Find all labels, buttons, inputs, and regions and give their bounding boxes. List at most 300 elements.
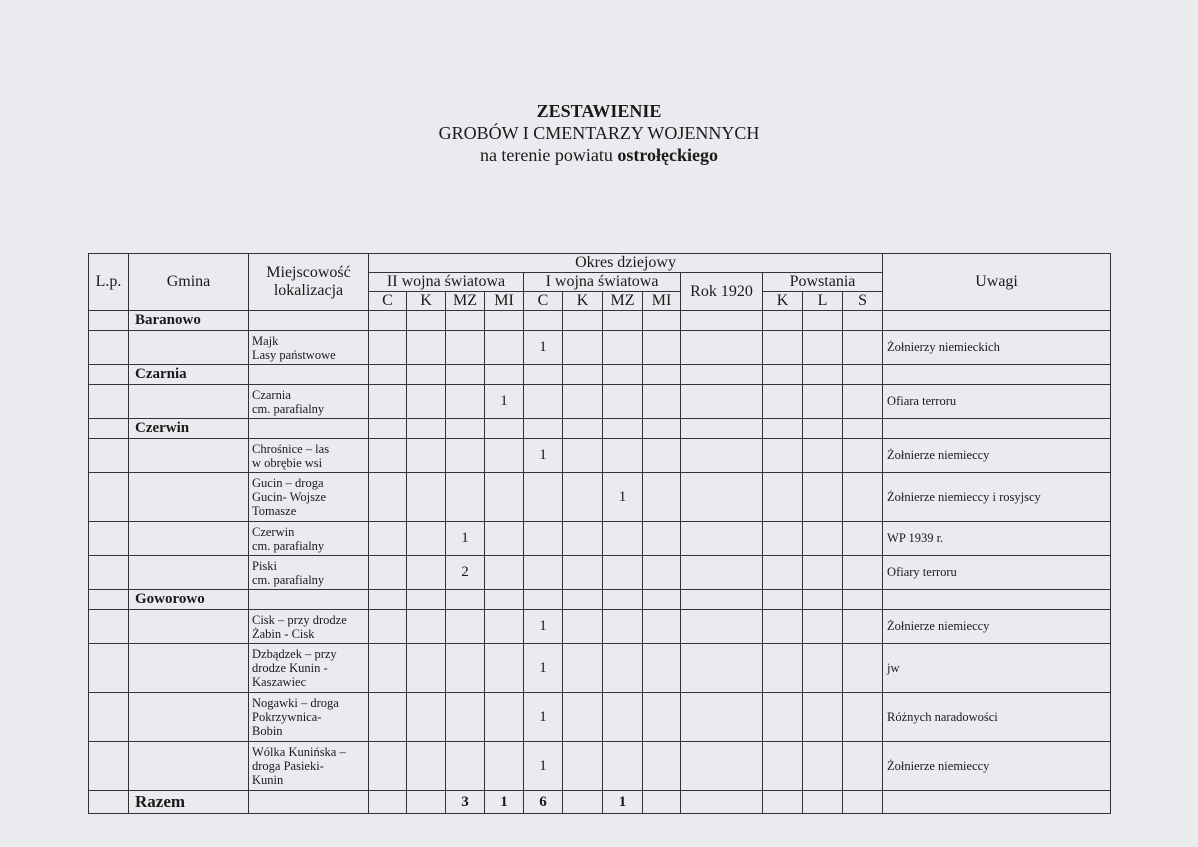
empty-cell: [643, 590, 681, 610]
count-cell: [407, 473, 446, 522]
empty-cell: [643, 419, 681, 439]
total-count-cell: 1: [603, 791, 643, 814]
remarks-cell: jw: [883, 644, 1111, 693]
count-cell: [843, 644, 883, 693]
empty-cell: [563, 590, 603, 610]
remarks-cell: Ofiara terroru: [883, 385, 1111, 419]
count-cell: [643, 644, 681, 693]
lp-cell: [89, 644, 129, 693]
empty-cell: [249, 419, 369, 439]
location-line: Pokrzywnica-: [252, 710, 322, 724]
location-cell: [249, 693, 369, 742]
location-line: Lasy państwowe: [252, 347, 336, 362]
count-cell: [803, 473, 843, 522]
empty-cell: [369, 365, 407, 385]
count-cell: [603, 742, 643, 791]
count-cell: [485, 331, 524, 365]
location-line: drodze Kunin -: [252, 661, 328, 675]
count-cell: [803, 644, 843, 693]
document-title: ZESTAWIENIE: [536, 101, 662, 121]
gmina-cell: [129, 610, 249, 644]
count-cell: [446, 385, 485, 419]
total-count-cell: 1: [485, 791, 524, 814]
total-count-cell: [407, 791, 446, 814]
empty-cell: [681, 365, 763, 385]
header-lp: L.p.: [89, 254, 129, 311]
count-cell: [603, 439, 643, 473]
count-cell: [603, 331, 643, 365]
empty-cell: [883, 590, 1111, 610]
empty-cell: [524, 365, 563, 385]
table-row: [89, 439, 1111, 473]
location-line: Bobin: [252, 724, 283, 738]
empty-cell: [369, 590, 407, 610]
location-cell: [249, 556, 369, 590]
count-cell: [643, 331, 681, 365]
gmina-name: Czerwin: [129, 419, 249, 439]
count-cell: [485, 439, 524, 473]
count-cell: [803, 556, 843, 590]
remarks-cell: Żołnierze niemieccy: [883, 610, 1111, 644]
count-cell: [603, 644, 643, 693]
empty-cell: [407, 365, 446, 385]
location-cell: [249, 610, 369, 644]
location-line: Cisk – przy drodze: [252, 612, 347, 627]
location-line: Żabin - Cisk: [252, 626, 315, 641]
remarks-cell: Żołnierze niemieccy: [883, 742, 1111, 791]
location-cell: [249, 439, 369, 473]
graves-table: [88, 253, 1111, 814]
header-gmina: Gmina: [129, 254, 249, 311]
count-cell: [446, 439, 485, 473]
empty-cell: [369, 311, 407, 331]
count-cell: [369, 439, 407, 473]
empty-cell: [643, 311, 681, 331]
count-cell: [524, 556, 563, 590]
header-powstania: Powstania: [763, 273, 883, 292]
count-cell: [485, 473, 524, 522]
count-cell: [803, 693, 843, 742]
gmina-cell: [129, 693, 249, 742]
gmina-row: [89, 419, 1111, 439]
location-cell: [249, 644, 369, 693]
count-cell: [524, 385, 563, 419]
remarks-cell: Żołnierzy niemieckich: [883, 331, 1111, 365]
count-cell: [407, 522, 446, 556]
count-cell: [763, 556, 803, 590]
count-cell: [763, 693, 803, 742]
count-cell: [643, 556, 681, 590]
count-cell: [446, 473, 485, 522]
empty-cell: [763, 590, 803, 610]
count-cell: [803, 439, 843, 473]
header-rok-1920: Rok 1920: [681, 273, 763, 311]
count-cell: [843, 473, 883, 522]
empty-cell: [681, 311, 763, 331]
header-ww2: II wojna światowa: [369, 273, 524, 292]
gmina-cell: [129, 331, 249, 365]
count-cell: 1: [524, 644, 563, 693]
subheader-ww2-c: C: [369, 292, 407, 311]
count-cell: [803, 742, 843, 791]
table-body: [89, 311, 1111, 814]
count-cell: [485, 693, 524, 742]
header-ww1: I wojna światowa: [524, 273, 681, 292]
empty-cell: [603, 590, 643, 610]
subheader-ww1-k: K: [563, 292, 603, 311]
table-row: [89, 385, 1111, 419]
location-line: Gucin- Wojsze: [252, 490, 327, 504]
gmina-cell: [129, 522, 249, 556]
empty-cell: [643, 365, 681, 385]
count-cell: [407, 556, 446, 590]
count-cell: [369, 522, 407, 556]
count-cell: [563, 610, 603, 644]
gmina-name: Baranowo: [129, 311, 249, 331]
lp-cell: [89, 365, 129, 385]
total-count-cell: [763, 791, 803, 814]
empty-cell: [524, 419, 563, 439]
count-cell: [643, 742, 681, 791]
empty-cell: [485, 311, 524, 331]
location-line: cm. parafialny: [252, 538, 325, 553]
lp-cell: [89, 610, 129, 644]
subheader-pow-l: L: [803, 292, 843, 311]
lp-cell: [89, 473, 129, 522]
count-cell: 1: [524, 742, 563, 791]
count-cell: [485, 610, 524, 644]
count-cell: [843, 522, 883, 556]
empty-cell: [563, 311, 603, 331]
count-cell: [446, 331, 485, 365]
count-cell: 1: [446, 522, 485, 556]
location-line: Kunin: [252, 773, 284, 787]
location-line: droga Pasieki-: [252, 759, 324, 773]
gmina-name: Czarnia: [129, 365, 249, 385]
empty-cell: [524, 311, 563, 331]
empty-cell: [763, 365, 803, 385]
location-cell: [249, 331, 369, 365]
region-prefix: na terenie powiatu: [479, 145, 618, 165]
location-line: Dzbądzek – przy: [252, 647, 337, 661]
gmina-row: [89, 311, 1111, 331]
count-cell: [843, 693, 883, 742]
lp-cell: [89, 385, 129, 419]
count-cell: [485, 522, 524, 556]
count-cell: [485, 556, 524, 590]
location-line: Wólka Kunińska –: [252, 745, 346, 759]
location-cell: [249, 791, 369, 814]
empty-cell: [883, 419, 1111, 439]
count-cell: [407, 610, 446, 644]
lp-cell: [89, 311, 129, 331]
empty-cell: [883, 311, 1111, 331]
document-subtitle: GROBÓW I CMENTARZY WOJENNYCH: [438, 123, 760, 143]
count-cell: [681, 742, 763, 791]
empty-cell: [603, 419, 643, 439]
count-cell: [681, 473, 763, 522]
empty-cell: [563, 419, 603, 439]
subheader-ww1-mz: MZ: [603, 292, 643, 311]
subheader-ww2-k: K: [407, 292, 446, 311]
count-cell: [843, 385, 883, 419]
count-cell: [681, 556, 763, 590]
count-cell: [563, 693, 603, 742]
empty-cell: [681, 419, 763, 439]
empty-cell: [843, 419, 883, 439]
gmina-cell: [129, 644, 249, 693]
count-cell: [681, 439, 763, 473]
location-line: cm. parafialny: [252, 572, 325, 587]
count-cell: [681, 522, 763, 556]
empty-cell: [249, 590, 369, 610]
gmina-cell: [129, 473, 249, 522]
lp-cell: [89, 590, 129, 610]
gmina-cell: [129, 385, 249, 419]
count-cell: [369, 644, 407, 693]
table-row: [89, 522, 1111, 556]
count-cell: [446, 693, 485, 742]
count-cell: [843, 331, 883, 365]
location-line: Nogawki – droga: [252, 696, 339, 710]
title-block: [0, 100, 1198, 166]
count-cell: [563, 331, 603, 365]
count-cell: [407, 742, 446, 791]
count-cell: [407, 331, 446, 365]
count-cell: [603, 693, 643, 742]
location-cell: [249, 742, 369, 791]
count-cell: [563, 522, 603, 556]
count-cell: [369, 385, 407, 419]
subheader-ww2-mi: MI: [485, 292, 524, 311]
empty-cell: [803, 590, 843, 610]
count-cell: [603, 385, 643, 419]
lp-cell: [89, 419, 129, 439]
count-cell: [407, 385, 446, 419]
count-cell: [563, 385, 603, 419]
count-cell: [369, 556, 407, 590]
total-count-cell: [803, 791, 843, 814]
header-uwagi: Uwagi: [883, 254, 1111, 311]
empty-cell: [803, 365, 843, 385]
count-cell: [843, 439, 883, 473]
gmina-row: [89, 590, 1111, 610]
empty-cell: [843, 590, 883, 610]
gmina-cell: [129, 742, 249, 791]
count-cell: [763, 644, 803, 693]
table-row: [89, 331, 1111, 365]
subheader-ww2-mz: MZ: [446, 292, 485, 311]
empty-cell: [446, 419, 485, 439]
count-cell: [603, 556, 643, 590]
empty-cell: [603, 365, 643, 385]
empty-cell: [485, 365, 524, 385]
count-cell: [563, 473, 603, 522]
count-cell: [763, 473, 803, 522]
count-cell: [763, 522, 803, 556]
count-cell: [681, 610, 763, 644]
empty-cell: [485, 590, 524, 610]
count-cell: [803, 522, 843, 556]
location-line: Chrośnice – las: [252, 441, 330, 456]
location-line: Gucin – droga: [252, 476, 324, 490]
location-line: Tomasze: [252, 504, 297, 518]
count-cell: 2: [446, 556, 485, 590]
count-cell: [643, 693, 681, 742]
remarks-cell: Ofiary terroru: [883, 556, 1111, 590]
empty-cell: [369, 419, 407, 439]
count-cell: [603, 522, 643, 556]
count-cell: [803, 385, 843, 419]
total-count-cell: [643, 791, 681, 814]
empty-cell: [524, 590, 563, 610]
empty-cell: [681, 590, 763, 610]
remarks-cell: Różnych naradowości: [883, 693, 1111, 742]
empty-cell: [446, 590, 485, 610]
location-line: Czerwin: [252, 524, 295, 539]
count-cell: 1: [524, 610, 563, 644]
empty-cell: [763, 419, 803, 439]
remarks-cell: Żołnierze niemieccy i rosyjscy: [883, 473, 1111, 522]
count-cell: [563, 742, 603, 791]
remarks-cell: Żołnierze niemieccy: [883, 439, 1111, 473]
lp-cell: [89, 693, 129, 742]
count-cell: [369, 473, 407, 522]
empty-cell: [407, 419, 446, 439]
count-cell: [407, 439, 446, 473]
lp-cell: [89, 522, 129, 556]
count-cell: [563, 439, 603, 473]
count-cell: [407, 693, 446, 742]
location-line: w obrębie wsi: [252, 455, 323, 470]
gmina-cell: [129, 556, 249, 590]
count-cell: 1: [485, 385, 524, 419]
location-cell: [249, 522, 369, 556]
location-cell: [249, 385, 369, 419]
table-row: [89, 644, 1111, 693]
empty-cell: [446, 311, 485, 331]
gmina-cell: [129, 439, 249, 473]
total-label: Razem: [129, 791, 249, 814]
empty-cell: [249, 311, 369, 331]
empty-cell: [843, 311, 883, 331]
table-header: [89, 254, 1111, 311]
count-cell: [369, 610, 407, 644]
count-cell: 1: [524, 331, 563, 365]
gmina-row: [89, 365, 1111, 385]
count-cell: 1: [524, 693, 563, 742]
empty-cell: [485, 419, 524, 439]
count-cell: 1: [603, 473, 643, 522]
empty-cell: [407, 311, 446, 331]
subheader-pow-s: S: [843, 292, 883, 311]
empty-cell: [563, 365, 603, 385]
count-cell: [524, 522, 563, 556]
location-cell: [249, 473, 369, 522]
table-row: [89, 610, 1111, 644]
table-row: [89, 556, 1111, 590]
count-cell: [485, 742, 524, 791]
count-cell: [843, 556, 883, 590]
count-cell: [563, 644, 603, 693]
count-cell: [843, 742, 883, 791]
count-cell: [763, 439, 803, 473]
count-cell: [643, 522, 681, 556]
empty-cell: [603, 311, 643, 331]
total-count-cell: [681, 791, 763, 814]
total-count-cell: [369, 791, 407, 814]
count-cell: 1: [524, 439, 563, 473]
count-cell: [369, 742, 407, 791]
total-count-cell: 3: [446, 791, 485, 814]
empty-cell: [763, 311, 803, 331]
remarks-cell: WP 1939 r.: [883, 522, 1111, 556]
total-count-cell: 6: [524, 791, 563, 814]
count-cell: [643, 610, 681, 644]
location-line: Kaszawiec: [252, 675, 307, 689]
location-line: Czarnia: [252, 387, 291, 402]
empty-cell: [249, 365, 369, 385]
count-cell: [643, 473, 681, 522]
empty-cell: [803, 419, 843, 439]
lp-cell: [89, 742, 129, 791]
count-cell: [681, 693, 763, 742]
empty-cell: [883, 365, 1111, 385]
total-count-cell: [843, 791, 883, 814]
region-name: ostrołęckiego: [617, 145, 719, 165]
subheader-ww1-c: C: [524, 292, 563, 311]
count-cell: [643, 385, 681, 419]
location-line: Majk: [252, 333, 279, 348]
table-row: [89, 473, 1111, 522]
remarks-cell: [883, 791, 1111, 814]
subheader-pow-k: K: [763, 292, 803, 311]
lp-cell: [89, 331, 129, 365]
count-cell: [681, 644, 763, 693]
count-cell: [446, 742, 485, 791]
count-cell: [369, 693, 407, 742]
header-miejscowosc: Miejscowość lokalizacja: [249, 254, 369, 311]
count-cell: [485, 644, 524, 693]
total-row: [89, 791, 1111, 814]
empty-cell: [843, 365, 883, 385]
count-cell: [407, 644, 446, 693]
count-cell: [763, 610, 803, 644]
subheader-ww1-mi: MI: [643, 292, 681, 311]
count-cell: [843, 610, 883, 644]
count-cell: [681, 331, 763, 365]
count-cell: [763, 331, 803, 365]
table-row: [89, 693, 1111, 742]
location-line: cm. parafialny: [252, 401, 325, 416]
count-cell: [643, 439, 681, 473]
count-cell: [603, 610, 643, 644]
count-cell: [681, 385, 763, 419]
lp-cell: [89, 556, 129, 590]
count-cell: [524, 473, 563, 522]
location-line: Piski: [252, 558, 278, 573]
count-cell: [803, 610, 843, 644]
empty-cell: [446, 365, 485, 385]
empty-cell: [803, 311, 843, 331]
count-cell: [563, 556, 603, 590]
table-row: [89, 742, 1111, 791]
gmina-name: Goworowo: [129, 590, 249, 610]
lp-cell: [89, 439, 129, 473]
document-region-line: [0, 144, 1198, 166]
count-cell: [446, 644, 485, 693]
header-okres-dziejowy: Okres dziejowy: [369, 254, 883, 273]
